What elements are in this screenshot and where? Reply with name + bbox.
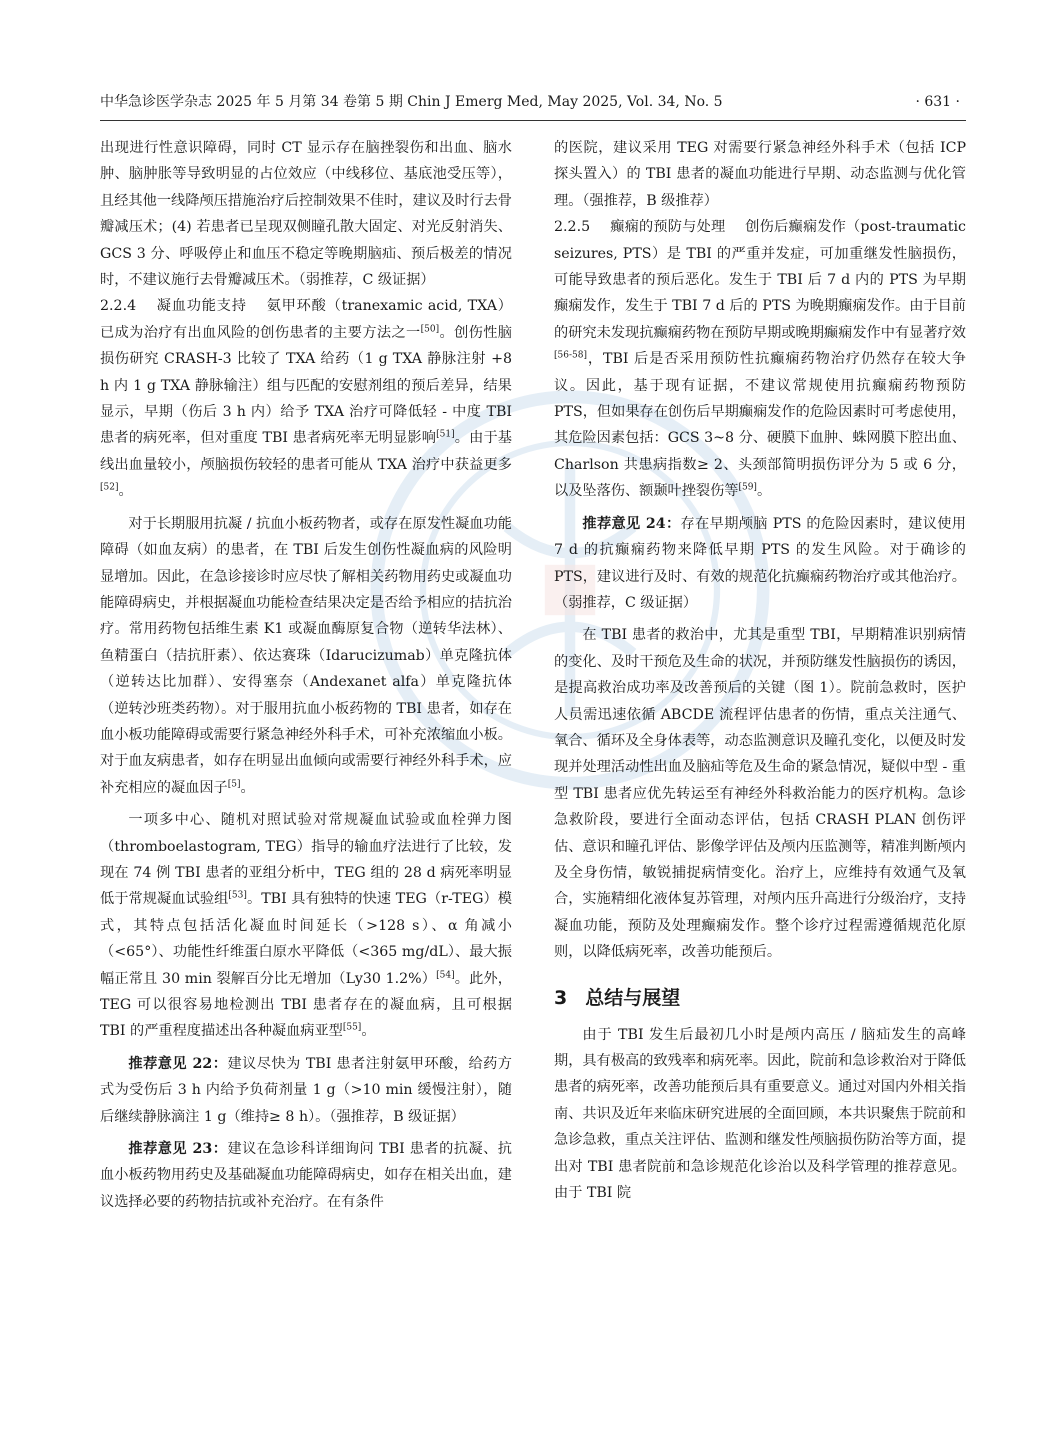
right-column xyxy=(554,135,966,1206)
section-title: 总结与展望 xyxy=(585,986,681,1009)
paragraph-teg: 一项多中心、随机对照试验对常规凝血试验或血栓弹力图（thromboelastogram, TEG）指导的输血疗法进行了比较，发现在 74 例 TBI 患者的亚组分析中，TEG 组的 28 d 病死率明显低于常规凝血试验组[53]。TBI 具有独特的快速 TEG（r-TEG）模式，其特点包括活化凝血时间延长（>128 s）、α 角减小（<65°）、功能性纤维蛋白原水平降低（<365 mg/dL）、最大振幅正常且 30 min 裂解百分比无增加（Ly30 1.2%）[54]。此外，TEG 可以很容易地检测出 TBI 患者存在的凝血病，且可根据 TBI 的严重程度描述出各种凝血病亚型[55]。 xyxy=(100,812,512,1040)
section-number: 2.2.5 xyxy=(554,219,591,236)
section-number: 3 xyxy=(554,986,568,1009)
section-number: 2.2.4 xyxy=(100,298,137,315)
section-title: 癫痫的预防与处理 xyxy=(609,219,726,236)
section-2-2-5: 2.2.5 癫痫的预防与处理 创伤后癫痫发作（post-traumatic seizures, PTS）是 TBI 的严重并发症，可加重继发性脑损伤，可能导致患者的预后恶化。发生于 TBI 后 7 d 内的 PTS 为早期癫痫发作，发生于 TBI 7 d 后的 PTS 为晚期癫痫发作。由于目前的研究未发现抗癫痫药物在预防早期或晚期癫痫发作中有显著疗效[56-58]，TBI 后是否采用预防性抗癫痫药物治疗仍然存在较大争议。因此，基于现有证据，不建议常规使用抗癫痫药物预防 PTS，但如果存在创伤后早期癫痫发作的危险因素时可考虑使用，其危险因素包括：GCS 3~8 分、硬膜下血肿、蛛网膜下腔出血、Charlson 共患病指数≥ 2、头颈部简明损伤评分为 5 或 6 分，以及坠落伤、额颞叶挫裂伤等[59]。 xyxy=(554,219,966,500)
citation-ref: [5] xyxy=(227,779,241,790)
paragraph-summary: 在 TBI 患者的救治中，尤其是重型 TBI，早期精准识别病情的变化、及时干预危及生命的状况，并预防继发性脑损伤的诱因，是提高救治成功率及改善预后的关键（图 1）。院前急救时，医护人员需迅速依循 ABCDE 流程评估患者的伤情，重点关注通气、氧合、循环及全身体表等，动态监测意识及瞳孔变化，以便及时发现并处理活动性出血及脑疝等危及生命的紧急情况，疑似中型 - 重型 TBI 患者应优先转运至有神经外科救治能力的医疗机构。急诊急救阶段，要进行全面动态评估，包括 CRASH PLAN 创伤评估、意识和瞳孔评估、影像学评估及颅内压监测等，精准判断颅内及全身伤情，敏锐捕捉病情变化。治疗上，应维持有效通气及氧合，实施精细化液体复苏管理，对颅内压升高进行分级治疗，支持凝血功能，预防及处理癫痫发作。整个诊疗过程需遵循规范化原则，以降低病死率，改善功能预后。 xyxy=(554,627,966,961)
recommendation-23: 推荐意见 23：建议在急诊科详细询问 TBI 患者的抗凝、抗血小板药物用药史及基础凝血功能障碍病史，如存在相关出血，建议选择必要的药物拮抗或补充治疗。在有条件 xyxy=(100,1141,512,1210)
recommendation-label: 推荐意见 22： xyxy=(128,1055,228,1072)
section-2-2-4: 2.2.4 凝血功能支持 氨甲环酸（tranexamic acid, TXA）已成为治疗有出血风险的创伤患者的主要方法之一[50]。创伤性脑损伤研究 CRASH-3 比较了 TXA 给药（1 g TXA 静脉注射 +8 h 内 1 g TXA 静脉输注）组与匹配的安慰剂组的预后差异，结果显示，早期（伤后 3 h 内）给予 TXA 治疗可降低轻 - 中度 TBI 患者的病死率，但对重度 TBI 患者病死率无明显影响[51]。由于基线出血量较小，颅脑损伤较轻的患者可能从 TXA 治疗中获益更多[52]。 xyxy=(100,298,512,500)
paragraph-conclusion: 由于 TBI 发生后最初几小时是颅内高压 / 脑疝发生的高峰期，具有极高的致残率和病死率。因此，院前和急诊救治对于降低患者的病死率，改善功能预后具有重要意义。通过对国内外相关指南、共识及近年来临床研究进展的全面回顾，本共识聚焦于院前和急诊急救，重点关注评估、监测和继发性颅脑损伤防治等方面，提出对 TBI 患者院前和急诊规范化诊治以及科学管理的推荐意见。由于 TBI 院 xyxy=(554,1026,966,1202)
citation-ref: [55] xyxy=(342,1022,362,1033)
section-3-heading xyxy=(554,984,966,1012)
paragraph-anticoagulant: 对于长期服用抗凝 / 抗血小板药物者，或存在原发性凝血功能障碍（如血友病）的患者，在 TBI 后发生创伤性凝血病的风险明显增加。因此，在急诊接诊时应尽快了解相关药物用药史或凝血功能障碍病史，并根据凝血功能检查结果决定是否给予相应的拮抗治疗。常用药物包括维生素 K1 或凝血酶原复合物（逆转华法林）、鱼精蛋白（拮抗肝素）、依达赛珠（Idarucizumab）单克隆抗体（逆转达比加群）、安得塞奈（Andexanet alfa）单克隆抗体（逆转沙班类药物）。对于服用抗血小板药物的 TBI 患者，如存在血小板功能障碍或需要行紧急神经外科手术，可补充浓缩血小板。对于血友病患者，如存在明显出血倾向或需要行神经外科手术，应补充相应的凝血因子[5]。 xyxy=(100,515,512,796)
recommendation-label: 推荐意见 24： xyxy=(582,515,681,532)
paragraph-teg-recommendation-cont: 的医院，建议采用 TEG 对需要行紧急神经外科手术（包括 ICP 探头置入）的 TBI 患者的凝血功能进行早期、动态监测与优化管理。（强推荐，B 级推荐） xyxy=(554,140,966,209)
header-divider xyxy=(100,120,966,121)
left-column xyxy=(100,135,512,1215)
citation-ref: [52] xyxy=(100,482,119,493)
citation-ref: [50] xyxy=(420,324,440,335)
citation-ref: [53] xyxy=(228,890,247,901)
citation-ref: [59] xyxy=(738,482,757,493)
journal-citation: 中华急诊医学杂志 2025 年 5 月第 34 卷第 5 期 Chin J Emerg Med, May 2025, Vol. 34, No. 5 xyxy=(100,94,723,110)
page-number: · 631 · xyxy=(915,94,960,110)
recommendation-22: 推荐意见 22：建议尽快为 TBI 患者注射氨甲环酸，给药方式为受伤后 3 h 内给予负荷剂量 1 g（>10 min 缓慢注射），随后继续静脉滴注 1 g（维持≥ 8 h）。（强推荐，B 级证据） xyxy=(100,1055,512,1125)
citation-ref: [56-58] xyxy=(554,350,587,361)
citation-ref: [54] xyxy=(436,969,455,980)
citation-ref: [51] xyxy=(436,429,455,440)
paragraph-craniectomy-criteria: 出现进行性意识障碍，同时 CT 显示存在脑挫裂伤和出血、脑水肿、脑肿胀等导致明显的占位效应（中线移位、基底池受压等），且经其他一线降颅压措施治疗后控制效果不佳时，建议及时行去骨瓣减压术；(4) 若患者已呈现双侧瞳孔散大固定、对光反射消失、GCS 3 分、呼吸停止和血压不稳定等晚期脑疝、预后极差的情况时，不建议施行去骨瓣减压术。（弱推荐，C 级证据） xyxy=(100,140,512,289)
section-title: 凝血功能支持 xyxy=(155,298,247,315)
recommendation-label: 推荐意见 23： xyxy=(128,1141,228,1158)
recommendation-24: 推荐意见 24：存在早期颅脑 PTS 的危险因素时，建议使用 7 d 的抗癫痫药物来降低早期 PTS 的发生风险。对于确诊的 PTS，建议进行及时、有效的规范化抗癫痫药物治疗或其他治疗。（弱推荐，C 级证据） xyxy=(554,515,966,611)
